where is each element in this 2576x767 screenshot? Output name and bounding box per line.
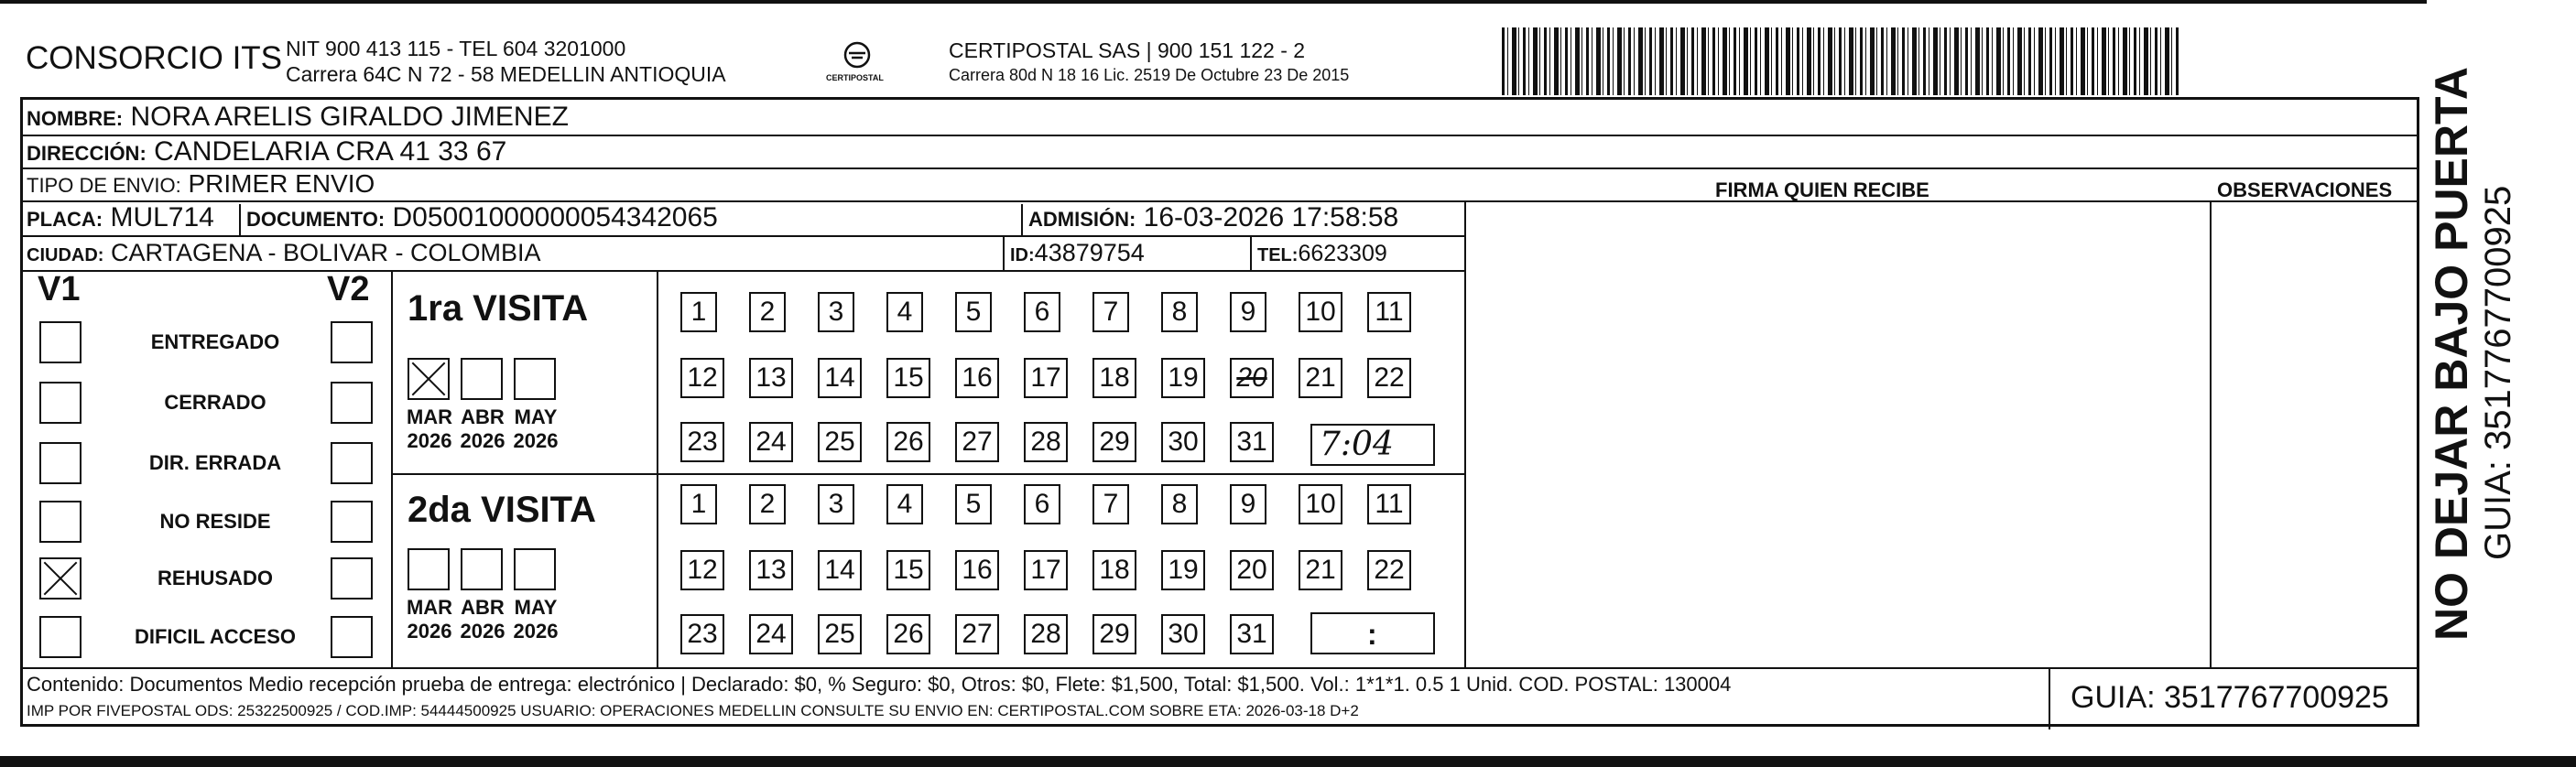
visit1-month-year-1: 2026 [460,429,505,452]
visit2-month-label-0: MAR [406,596,453,619]
visit1-day-13[interactable]: 13 [749,358,793,398]
placa-label: PLACA: [27,208,103,231]
nombre-label: NOMBRE: [27,107,124,130]
delivery-form [20,97,2419,727]
certipostal-name: CERTIPOSTAL SAS | 900 151 122 - 2 [949,38,1306,62]
visit2-day-24[interactable]: 24 [749,614,793,654]
v2-checkbox-1[interactable] [331,382,373,424]
v2-checkbox-4[interactable] [331,557,373,600]
id-row [1010,239,1145,267]
visit2-day-25[interactable]: 25 [818,614,862,654]
visit2-day-26[interactable]: 26 [886,614,930,654]
visit1-day-2[interactable]: 2 [749,292,786,332]
company-nit: NIT 900 413 115 - TEL 604 3201000 [286,37,626,60]
id-value: 43879754 [1034,239,1145,266]
visit2-day-18[interactable]: 18 [1092,550,1136,590]
visit1-day-19[interactable]: 19 [1161,358,1205,398]
visit1-month-year-2: 2026 [513,429,559,452]
visit2-day-2[interactable]: 2 [749,484,786,524]
barcode [1502,27,2179,95]
v1-checkbox-3[interactable] [39,501,82,543]
visit2-day-30[interactable]: 30 [1161,614,1205,654]
visit1-day-1[interactable]: 1 [680,292,717,332]
v2-checkbox-3[interactable] [331,501,373,543]
visit1-day-31[interactable]: 31 [1230,422,1274,462]
visit1-day-17[interactable]: 17 [1024,358,1068,398]
visit1-day-30[interactable]: 30 [1161,422,1205,462]
footer-guia: GUIA: 3517767700925 [2071,680,2389,715]
visit2-day-5[interactable]: 5 [955,484,992,524]
visit1-day-11[interactable]: 11 [1367,292,1411,332]
visit2-day-4[interactable]: 4 [886,484,923,524]
documento-row [246,202,718,233]
v1-checkbox-5[interactable] [39,616,82,658]
documento-value: D05001000000054342065 [392,202,718,232]
certipostal-logo [826,37,884,88]
visit2-day-28[interactable]: 28 [1024,614,1068,654]
visit2-day-27[interactable]: 27 [955,614,999,654]
footer-contenido: Contenido: Documentos Medio recepción prueba de entrega: electrónico | Declarado: $0, % Seguro: $0, Otros: $0, Flete: $1,500, Total: $1,500. Vol.: 1*1*1. 0.5 1 Unid. COD. POSTAL: 130004 [27,673,1732,696]
ciudad-row [27,239,541,267]
visit2-month-year-1: 2026 [460,620,505,643]
visit2-title: 2da VISITA [408,490,596,530]
visit2-day-7[interactable]: 7 [1092,484,1129,524]
visit2-month-label-1: ABR [461,596,505,619]
direccion-value: CANDELARIA CRA 41 33 67 [154,136,507,167]
visit1-month-box-1[interactable] [461,358,503,400]
visit1-day-14[interactable]: 14 [818,358,862,398]
visit2-time-box[interactable] [1310,612,1435,654]
visit2-day-29[interactable]: 29 [1092,614,1136,654]
visit1-day-23[interactable]: 23 [680,422,724,462]
visit1-day-26[interactable]: 26 [886,422,930,462]
status-label-5: DIFICIL ACCESO [134,625,296,648]
admision-row [1028,202,1398,233]
v1-checkbox-1[interactable] [39,382,82,424]
visit2-day-1[interactable]: 1 [680,484,717,524]
v2-checkbox-0[interactable] [331,321,373,363]
visit2-day-20[interactable]: 20 [1230,550,1274,590]
visit1-time-handwritten: 7:04 [1320,426,1394,463]
visit2-day-16[interactable]: 16 [955,550,999,590]
visit1-month-box-2[interactable] [514,358,556,400]
visit1-day-7[interactable]: 7 [1092,292,1129,332]
tel-value: 6623309 [1298,241,1387,266]
visit1-day-25[interactable]: 25 [818,422,862,462]
visit2-time-placeholder: : [1367,618,1377,651]
visit1-day-15[interactable]: 15 [886,358,930,398]
visit2-day-6[interactable]: 6 [1024,484,1060,524]
visit1-day-5[interactable]: 5 [955,292,992,332]
no-dejar-bajo-puerta: NO DEJAR BAJO PUERTA [2426,67,2477,641]
visit1-month-year-0: 2026 [407,429,452,452]
visit2-month-year-0: 2026 [407,620,452,643]
tel-label: TEL: [1257,245,1299,265]
v2-label: V2 [327,270,370,308]
visit2-day-10[interactable]: 10 [1299,484,1342,524]
v1-checkbox-0[interactable] [39,321,82,363]
visit1-day-16[interactable]: 16 [955,358,999,398]
visit1-month-label-2: MAY [514,405,558,428]
visit2-day-8[interactable]: 8 [1161,484,1198,524]
firma-header: FIRMA QUIEN RECIBE [1715,178,1929,201]
visit1-day-9[interactable]: 9 [1230,292,1266,332]
visit1-day-29[interactable]: 29 [1092,422,1136,462]
observaciones-header: OBSERVACIONES [2217,178,2393,201]
v2-checkbox-5[interactable] [331,616,373,658]
ciudad-value: CARTAGENA - BOLIVAR - COLOMBIA [110,239,541,266]
visit1-month-label-1: ABR [461,405,505,428]
visit1-day-12[interactable]: 12 [680,358,724,398]
nombre-value: NORA ARELIS GIRALDO JIMENEZ [130,102,569,132]
tipo-row [27,169,375,199]
visit2-day-14[interactable]: 14 [818,550,862,590]
placa-row [27,202,214,233]
certipostal-address: Carrera 80d N 18 16 Lic. 2519 De Octubre 23 De 2015 [949,66,1350,84]
bottom-border [0,756,2576,767]
visit2-day-3[interactable]: 3 [818,484,854,524]
visit2-day-23[interactable]: 23 [680,614,724,654]
visit1-month-box-0[interactable] [408,358,450,400]
visit1-day-6[interactable]: 6 [1024,292,1060,332]
status-label-3: NO RESIDE [159,510,271,533]
visit1-day-21[interactable]: 21 [1299,358,1342,398]
visit1-day-10[interactable]: 10 [1299,292,1342,332]
ciudad-label: CIUDAD: [27,245,104,265]
visit1-day-28[interactable]: 28 [1024,422,1068,462]
v1-checkbox-4[interactable] [39,557,82,600]
visit2-month-box-1[interactable] [461,548,503,590]
visit2-day-19[interactable]: 19 [1161,550,1205,590]
status-label-4: REHUSADO [158,567,273,589]
visit1-day-24[interactable]: 24 [749,422,793,462]
side-guia: GUIA: 3517767700925 [2478,185,2518,560]
direccion-row [27,136,506,167]
direccion-label: DIRECCIÓN: [27,142,147,165]
visit2-month-box-0[interactable] [408,548,450,590]
visit2-day-13[interactable]: 13 [749,550,793,590]
visit1-day-18[interactable]: 18 [1092,358,1136,398]
admision-value: 16-03-2026 17:58:58 [1143,202,1399,232]
company-name: CONSORCIO ITS [26,40,283,76]
top-border [0,0,2427,4]
visit1-day-27[interactable]: 27 [955,422,999,462]
placa-value: MUL714 [110,202,214,232]
visit2-month-box-2[interactable] [514,548,556,590]
nombre-row [27,102,569,133]
visit2-month-label-2: MAY [514,596,558,619]
status-label-2: DIR. ERRADA [148,451,282,474]
visit1-title: 1ra VISITA [408,288,589,329]
visit2-day-12[interactable]: 12 [680,550,724,590]
admision-label: ADMISIÓN: [1028,208,1136,231]
visit1-day-22[interactable]: 22 [1367,358,1411,398]
visit1-day-4[interactable]: 4 [886,292,923,332]
company-address: Carrera 64C N 72 - 58 MEDELLIN ANTIOQUIA [286,62,726,86]
status-label-0: ENTREGADO [150,330,280,353]
visit2-day-15[interactable]: 15 [886,550,930,590]
documento-label: DOCUMENTO: [246,208,386,231]
tipo-label: TIPO DE ENVIO: [27,174,181,197]
visit2-day-22[interactable]: 22 [1367,550,1411,590]
visit1-day-3[interactable]: 3 [818,292,854,332]
id-label: ID: [1010,245,1035,265]
logo-text: CERTIPOSTAL [826,73,884,82]
tipo-value: PRIMER ENVIO [188,169,375,198]
visit2-day-31[interactable]: 31 [1230,614,1274,654]
tel-row [1257,241,1387,267]
v1-label: V1 [38,270,81,308]
v2-checkbox-2[interactable] [331,442,373,484]
visit1-month-label-0: MAR [406,405,453,428]
visit1-day-20[interactable]: 20 [1230,358,1274,398]
visit1-time-box[interactable] [1310,424,1435,466]
visit1-day-8[interactable]: 8 [1161,292,1198,332]
footer-imp: IMP POR FIVEPOSTAL ODS: 25322500925 / COD.IMP: 54444500925 USUARIO: OPERACIONES MEDELLIN CONSULTE SU ENVIO EN: CERTIPOSTAL.COM SOBRE ETA: 2026-03-18 D+2 [27,702,1359,719]
status-label-1: CERRADO [164,391,266,414]
visit2-day-9[interactable]: 9 [1230,484,1266,524]
visit2-day-17[interactable]: 17 [1024,550,1068,590]
visit2-month-year-2: 2026 [513,620,559,643]
v1-checkbox-2[interactable] [39,442,82,484]
visit2-day-11[interactable]: 11 [1367,484,1411,524]
visit2-day-21[interactable]: 21 [1299,550,1342,590]
